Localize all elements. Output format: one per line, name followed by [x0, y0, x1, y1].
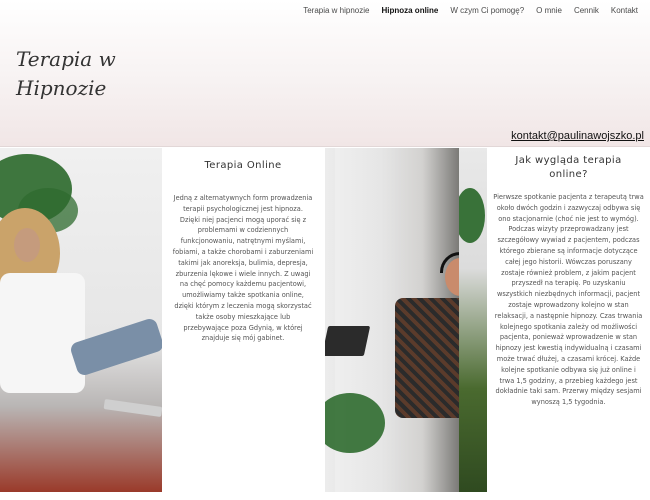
site-title-line1: Terapia w: [16, 47, 116, 71]
nav-item-kontakt[interactable]: Kontakt: [610, 6, 638, 15]
section-title-terapia-online: Terapia Online: [204, 160, 282, 171]
section-body-jak-wyglada: Pierwsze spotkanie pacjenta z terapeutą trwa około dwóch godzin i zazwyczaj odbywa się ono stacjonarnie (choć nie jest to wymóg). Podczas wizyty przeprowadzany jest szczegółowy wywiad z pacjentem, podczas którego zbierane są informacje dotyczące całej jego historii. Wówczas poruszany zostaje również problem, z jakim pacjent przyszedł na terapię. Po uzyskaniu wszystkich niezbędnych informacji, pacjent zostaje wprowadzony kolejno w stan relaksacji, a następnie hipnozy. Czas trwania kolejnego spotkania zależy od możliwości pacjenta, ponieważ wprowadzenie w stan hipnozy jest kwestią indywidualną i czasami może trwać dłużej, a czasami krócej. Każde kolejne spotkanie odbywa się już online i trwa 1,5 godziny, a przebieg każdego jest dokładnie taki sam. Przerwy między sesjami wynoszą 1,5 tygodnia.: [493, 193, 644, 407]
sweater-shape: [0, 273, 85, 393]
site-title[interactable]: [16, 45, 116, 103]
nav-item-w-czym-ci-pomoge[interactable]: W czym Ci pomogę?: [450, 6, 525, 15]
site-title-line2: Hipnozie: [16, 76, 107, 100]
photo-woman-laptop: [0, 148, 162, 492]
plant-shape: [459, 188, 485, 243]
section-terapia-online: [162, 148, 324, 492]
header: [0, 0, 650, 147]
face-shape: [14, 228, 40, 262]
laptop-shape: [104, 399, 162, 417]
section-jak-wyglada-terapia-online: [487, 148, 650, 492]
photo-strip: [459, 148, 487, 492]
contact-email-link[interactable]: kontakt@paulinawojszko.pl: [511, 130, 644, 142]
main-nav: [297, 6, 644, 15]
section-body-terapia-online: Jedną z alternatywnych form prowadzenia terapii psychologicznej jest hipnoza. Dzięki niej pacjenci mogą uporać się z problemami w codziennych funkcjonowaniu, natrętnymi myślami, fobiami, a także chorobami i zaburzeniami takimi jak anoreksja, bulimia, depresja, zburzenia lękowe i wiele innych. Z uwagi na chęć pomocy każdemu pacjentowi, umożliwiamy także spotkania online, dzięki którym z leczenia mogą skorzystać także osoby mieszkające lub przebywające poza Gdynią, w której znajduje się mój gabinet.: [172, 194, 314, 343]
nav-item-terapia-w-hipnozie[interactable]: Terapia w hipnozie: [303, 6, 370, 15]
nav-item-hipnoza-online[interactable]: Hipnoza online: [381, 6, 439, 15]
nav-item-o-mnie[interactable]: O mnie: [536, 6, 562, 15]
section-title-jak-wyglada: Jak wygląda terapia online?: [515, 155, 622, 180]
nav-item-cennik[interactable]: Cennik: [573, 6, 599, 15]
laptop-shape: [325, 326, 370, 356]
